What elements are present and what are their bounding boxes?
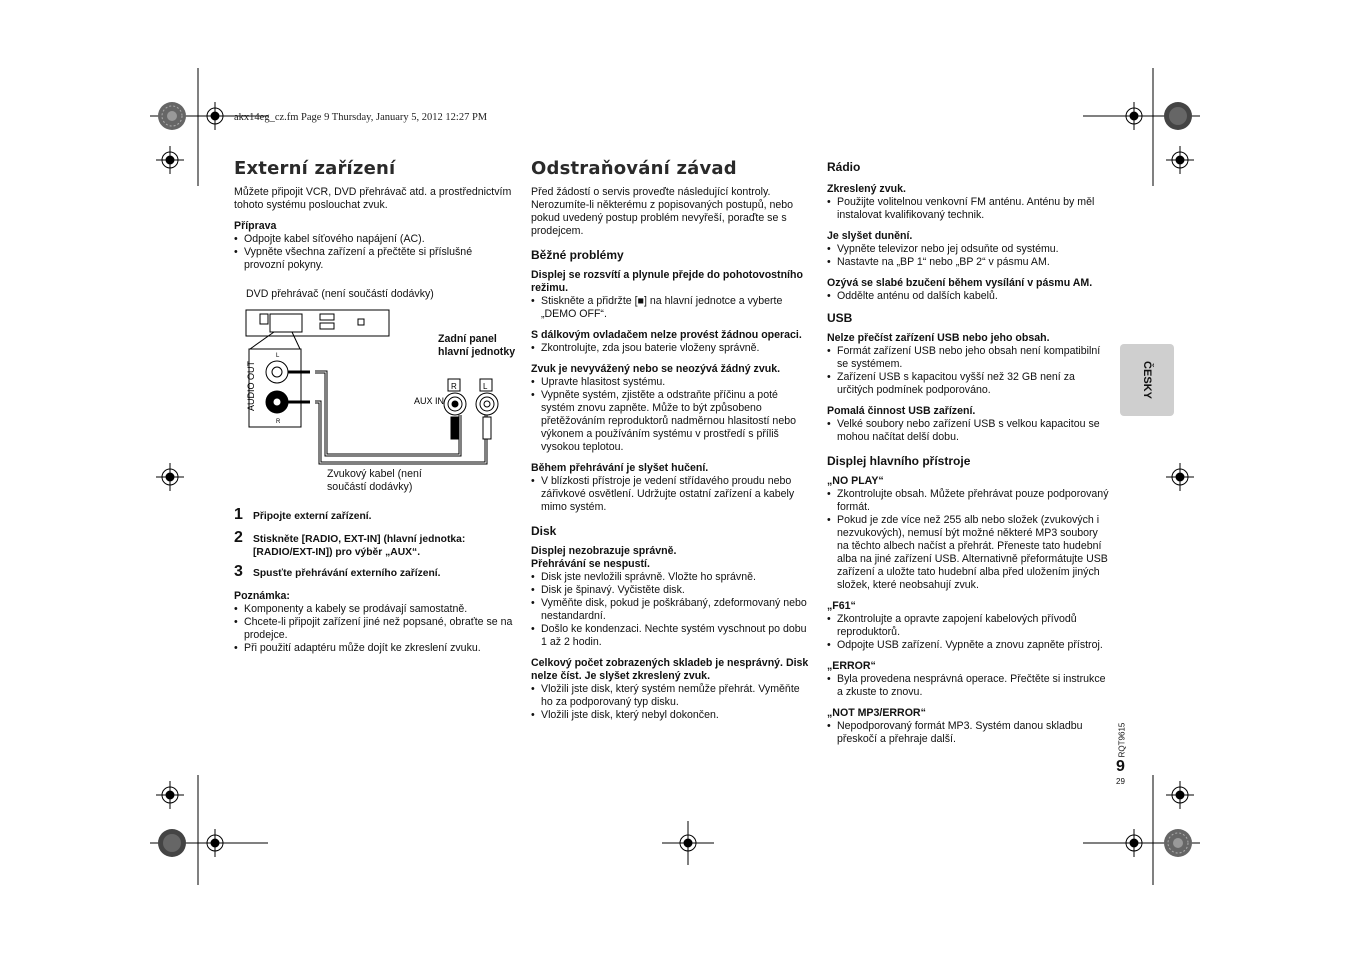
list-item: • Vypněte televizor nebo jej odsuňte od systému. xyxy=(827,243,1109,256)
external-devices-column xyxy=(234,186,514,272)
step-3 xyxy=(234,565,514,580)
list-item: • Velké soubory nebo zařízení USB s velkou kapacitou se mohou načítat delší dobu. xyxy=(827,418,1109,444)
registration-target-icon xyxy=(156,781,184,809)
problem-title: Celkový počet zobrazených skladeb je nesprávný. Disk nelze číst. Je slyšet zkreslený zvuk. xyxy=(531,657,809,682)
list-item: • Nastavte na „BP 1“ nebo „BP 2“ v pásmu AM. xyxy=(827,256,1109,269)
file-header: akx14eg_cz.fm Page 9 Thursday, January 5, 2012 12:27 PM xyxy=(234,112,488,123)
port-r-label: R xyxy=(276,419,281,425)
list-item: • Vypněte systém, zjistěte a odstraňte příčinu a poté systém znovu zapněte. Může to být způsobeno přetěžováním reproduktorů nadměrnou hlasitostí nebo výkonem a používáním systému v prostředí s příliš vysokou teplotou. xyxy=(531,389,811,454)
subsection-title: Displej hlavního přístroje xyxy=(827,454,971,468)
list-item: • Oddělte anténu od dalších kabelů. xyxy=(827,290,1109,303)
list-item: • Zařízení USB s kapacitou vyšší než 32 GB není za určitých podmínek podporováno. xyxy=(827,371,1109,397)
list-item: • Upravte hlasitost systému. xyxy=(531,376,811,389)
page-number: 9 xyxy=(1116,758,1125,775)
registration-target-icon xyxy=(1166,781,1194,809)
note-list xyxy=(234,603,514,655)
intro-text: Můžete připojit VCR, DVD přehrávač atd. a prostřednictvím tohoto systému poslouchat zvuk. xyxy=(234,186,512,211)
list-item: • Zkontrolujte, zda jsou baterie vloženy správně. xyxy=(531,342,811,355)
registration-target-icon xyxy=(156,146,184,174)
subsection-title: Rádio xyxy=(827,160,861,174)
list-item: • Vypněte všechna zařízení a přečtěte si příslušné provozní pokyny. xyxy=(234,246,514,272)
registration-target-icon xyxy=(1120,102,1148,130)
star-target-icon xyxy=(1164,829,1192,857)
prep-title: Příprava xyxy=(234,220,277,232)
list-item: • Byla provedena nesprávná operace. Přečtěte si instrukce a zkuste to znovu. xyxy=(827,673,1109,699)
cable-label: Zvukový kabel (není součástí dodávky) xyxy=(327,468,422,493)
intro-text: Před žádostí o servis proveďte následující kontroly. Nerozumíte-li některému z popisovaných postupů, nebo pokud uvedený postup problém nevyřeší, poraďte se s prodejcem. xyxy=(531,186,794,237)
connection-diagram xyxy=(240,305,515,470)
list-item: • Odpojte kabel síťového napájení (AC). xyxy=(234,233,514,246)
problem-title: Displej nezobrazuje správně. xyxy=(531,545,677,557)
step-1 xyxy=(234,508,514,523)
step-text: Připojte externí zařízení. xyxy=(253,511,372,522)
aux-in-label: AUX IN xyxy=(414,396,445,406)
problem-title: Během přehrávání je slyšet hučení. xyxy=(531,462,709,474)
problem-title: Zkreslený zvuk. xyxy=(827,183,906,195)
language-tab-label: ČESKY xyxy=(1141,361,1153,399)
problem-title: Nelze přečíst zařízení USB nebo jeho obsah. xyxy=(827,332,1050,344)
problem-title: Přehrávání se nespustí. xyxy=(531,558,650,570)
dvd-label: DVD přehrávač (není součástí dodávky) xyxy=(246,288,434,300)
error-code: „NO PLAY“ xyxy=(827,475,884,487)
error-code: „F61“ xyxy=(827,600,856,612)
list-item: • V blízkosti přístroje je vedení střídavého proudu nebo zářivkové osvětlení. Udržujte ostatní zařízení a kabely mimo systém. xyxy=(531,475,811,514)
list-item: • Disk je špinavý. Vyčistěte disk. xyxy=(531,584,811,597)
subsection-title: Disk xyxy=(531,524,557,538)
audio-out-label: AUDIO OUT xyxy=(246,360,256,411)
problem-title: Je slyšet dunění. xyxy=(827,230,913,242)
list-item: • Stiskněte a přidržte [■] na hlavní jednotce a vyberte „DEMO OFF“. xyxy=(531,295,811,321)
list-item: • Zkontrolujte a opravte zapojení kabelových přívodů reproduktorů. xyxy=(827,613,1109,639)
step-number: 2 xyxy=(234,529,243,546)
registration-target-icon xyxy=(662,821,714,865)
list-item: • Vložili jste disk, který systém nemůže přehrát. Vyměňte ho za podporovaný typ disku. xyxy=(531,683,811,709)
list-item: • Pokud je zde více než 255 alb nebo složek (zvukových i nezvukových), nemusí být možné některé MP3 soubory na těchto albech načíst a přehrát. Přeneste tato hudební alba na jiné zařízení USB. Alternativně přeformátujte USB zařízení a uložte tato hudební alba před uložením jiných složek, které neobsahují zvuk. xyxy=(827,514,1109,592)
note-title: Poznámka: xyxy=(234,590,290,602)
list-item: • Chcete-li připojit zařízení jiné než popsané, obraťte se na prodejce. xyxy=(234,616,514,642)
list-item: • Vložili jste disk, který nebyl dokončen. xyxy=(531,709,811,722)
problem-title: Pomalá činnost USB zařízení. xyxy=(827,405,976,417)
list-item: • Komponenty a kabely se prodávají samostatně. xyxy=(234,603,514,616)
list-item: • Disk jste nevložili správně. Vložte ho správně. xyxy=(531,571,811,584)
step-text: Spusťte přehrávání externího zařízení. xyxy=(253,568,441,579)
registration-target-icon xyxy=(1120,829,1148,857)
port-l-label: L xyxy=(276,353,280,359)
registration-target-icon xyxy=(1166,146,1194,174)
list-item: • Došlo ke kondenzaci. Nechte systém vyschnout po dobu 1 až 2 hodin. xyxy=(531,623,811,649)
step-2 xyxy=(234,531,514,559)
registration-target-icon xyxy=(201,829,229,857)
prep-list xyxy=(234,233,514,272)
subsection-title: Běžné problémy xyxy=(531,248,624,262)
problem-title: S dálkovým ovladačem nelze provést žádnou operaci. xyxy=(531,329,802,341)
step-number: 1 xyxy=(234,506,243,523)
list-item: • Při použití adaptéru může dojít ke zkreslení zvuku. xyxy=(234,642,514,655)
list-item: • Použijte volitelnou venkovní FM anténu. Anténu by měl instalovat kvalifikovaný technik. xyxy=(827,196,1109,222)
section-title-external: Externí zařízení xyxy=(234,158,396,179)
problem-title: Displej se rozsvítí a plynule přejde do pohotovostního režimu. xyxy=(531,269,803,294)
section-title-troubleshooting: Odstraňování závad xyxy=(531,158,737,179)
star-target-icon xyxy=(1164,102,1192,130)
language-tab xyxy=(1120,344,1174,416)
list-item: • Nepodporovaný formát MP3. Systém danou skladbu přeskočí a přehraje další. xyxy=(827,720,1109,746)
doc-code-wrap xyxy=(1112,720,1132,760)
jack-r-label: R xyxy=(451,382,457,391)
step-text: Stiskněte [RADIO, EXT-IN] (hlavní jednotka: [RADIO/EXT-IN]) pro výběr „AUX“. xyxy=(253,534,466,558)
registration-target-icon xyxy=(1166,463,1194,491)
jack-l-label: L xyxy=(483,382,488,391)
star-target-icon xyxy=(158,829,186,857)
subsection-title: USB xyxy=(827,311,853,325)
problem-title: Zvuk je nevyvážený nebo se neozývá žádný zvuk. xyxy=(531,363,781,375)
list-item: • Zkontrolujte obsah. Můžete přehrávat pouze podporovaný formát. xyxy=(827,488,1109,514)
error-code: „NOT MP3/ERROR“ xyxy=(827,707,926,719)
rear-panel-label: Zadní panel hlavní jednotky xyxy=(438,333,516,358)
troubleshooting-column-2 xyxy=(827,160,1109,746)
step-number: 3 xyxy=(234,563,243,580)
list-item: • Odpojte USB zařízení. Vypněte a znovu zapněte přístroj. xyxy=(827,639,1109,652)
registration-target-icon xyxy=(201,102,229,130)
steps-column xyxy=(234,508,514,655)
list-item: • Formát zařízení USB nebo jeho obsah není kompatibilní se systémem. xyxy=(827,345,1109,371)
registration-target-icon xyxy=(156,463,184,491)
error-code: „ERROR“ xyxy=(827,660,876,672)
list-item: • Vyměňte disk, pokud je poškrábaný, zdeformovaný nebo nestandardní. xyxy=(531,597,811,623)
star-target-icon xyxy=(158,102,186,130)
page-sub-number: 29 xyxy=(1116,777,1125,786)
doc-code: RQT9615 xyxy=(1117,722,1127,758)
problem-title: Ozývá se slabé bzučení během vysílání v pásmu AM. xyxy=(827,277,1093,289)
troubleshooting-column xyxy=(531,186,811,722)
